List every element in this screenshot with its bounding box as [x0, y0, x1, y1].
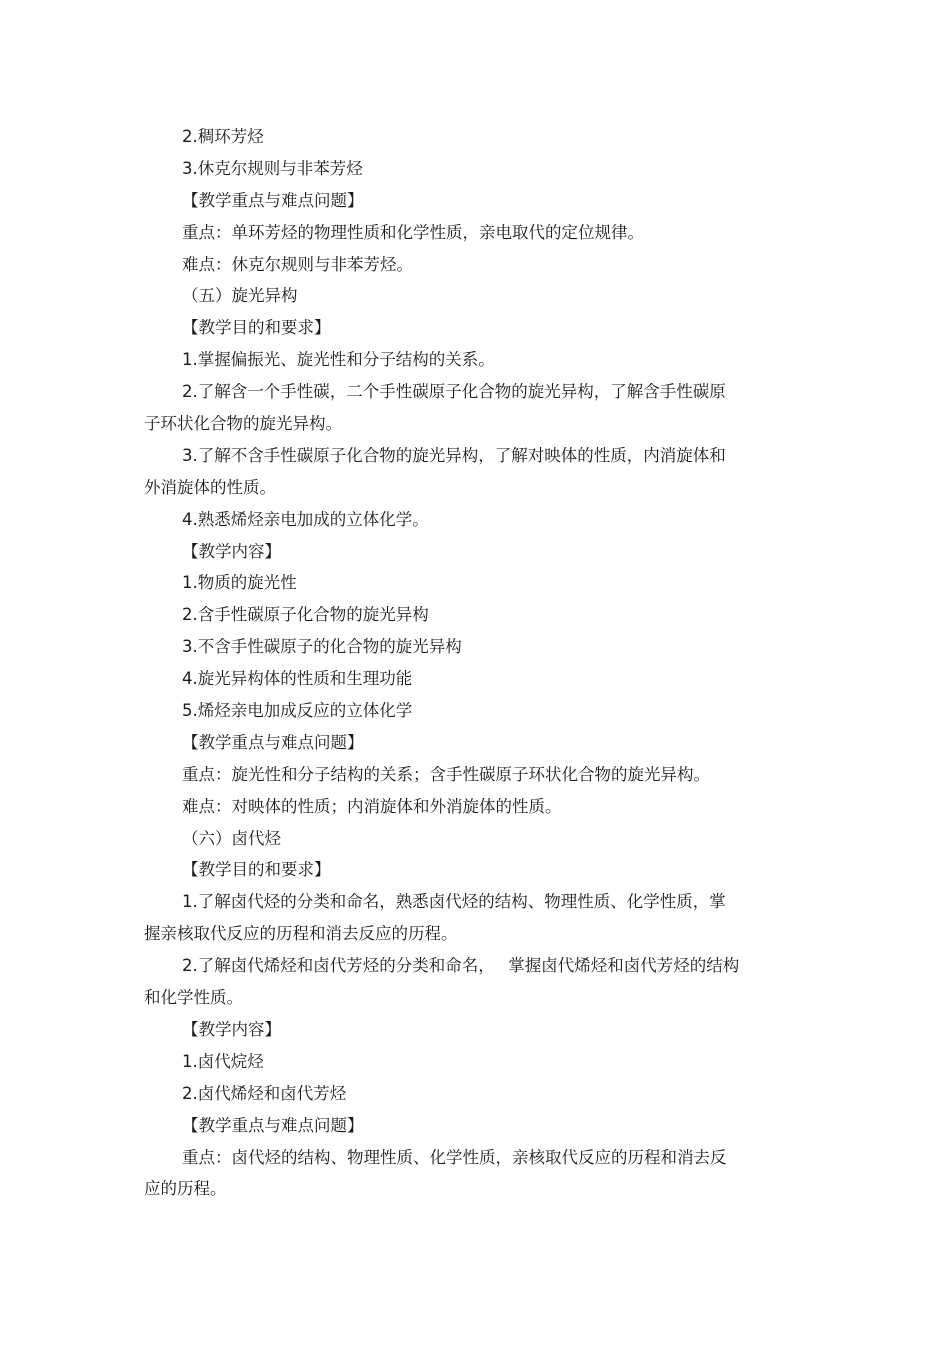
text-line: 1.了解卤代烃的分类和命名，熟悉卤代烃的结构、物理性质、化学性质，掌: [182, 892, 726, 912]
text-line: 4.熟悉烯烃亲电加成的立体化学。: [182, 509, 429, 529]
text-line: 握亲核取代反应的历程和消去反应的历程。: [144, 924, 458, 944]
text-line: 重点：单环芳烃的物理性质和化学性质，亲电取代的定位规律。: [182, 222, 644, 242]
text-line: 5.烯烃亲电加成反应的立体化学: [182, 701, 413, 721]
text-line: 重点：旋光性和分子结构的关系；含手性碳原子环状化合物的旋光异构。: [182, 764, 710, 784]
text-line: 难点：休克尔规则与非苯芳烃。: [182, 254, 413, 274]
text-line: 【教学内容】: [182, 1019, 281, 1039]
text-line: 2.稠环芳烃: [182, 127, 264, 146]
text-line: （五）旋光异构: [182, 286, 298, 306]
text-line: 重点：卤代烃的结构、物理性质、化学性质，亲核取代反应的历程和消去反: [182, 1147, 727, 1167]
text-line: 3.不含手性碳原子的化合物的旋光异构: [182, 637, 462, 657]
text-line: 2.了解含一个手性碳，二个手性碳原子化合物的旋光异构，了解含手性碳原: [182, 382, 726, 402]
text-line: 【教学重点与难点问题】: [182, 190, 364, 210]
text-line: 2.含手性碳原子化合物的旋光异构: [182, 605, 429, 625]
text-line: 3.了解不含手性碳原子化合物的旋光异构，了解对映体的性质，内消旋体和: [182, 445, 726, 465]
text-line: 3.休克尔规则与非苯芳烃: [182, 158, 363, 178]
document-body: [144, 121, 804, 1205]
text-line: 【教学重点与难点问题】: [182, 732, 364, 752]
text-line: 外消旋体的性质。: [144, 477, 276, 497]
text-line: 【教学内容】: [182, 541, 281, 561]
text-line: 【教学目的和要求】: [182, 318, 331, 338]
text-line: 难点：对映体的性质；内消旋体和外消旋体的性质。: [182, 796, 562, 816]
text-line: 2.了解卤代烯烃和卤代芳烃的分类和命名， 掌握卤代烯烃和卤代芳烃的结构: [182, 956, 740, 976]
text-line: 应的历程。: [144, 1179, 227, 1199]
text-line: 1.物质的旋光性: [182, 573, 297, 593]
text-line: 【教学重点与难点问题】: [182, 1115, 364, 1135]
text-line: 1.卤代烷烃: [182, 1051, 264, 1071]
text-line: 4.旋光异构体的性质和生理功能: [182, 669, 413, 689]
text-line: 子环状化合物的旋光异构。: [144, 414, 342, 434]
text-line: 2.卤代烯烃和卤代芳烃: [182, 1083, 347, 1103]
text-line: （六）卤代烃: [182, 828, 281, 848]
text-line: 1.掌握偏振光、旋光性和分子结构的关系。: [182, 350, 495, 370]
text-line: 【教学目的和要求】: [182, 860, 331, 880]
text-line: 和化学性质。: [144, 988, 243, 1008]
